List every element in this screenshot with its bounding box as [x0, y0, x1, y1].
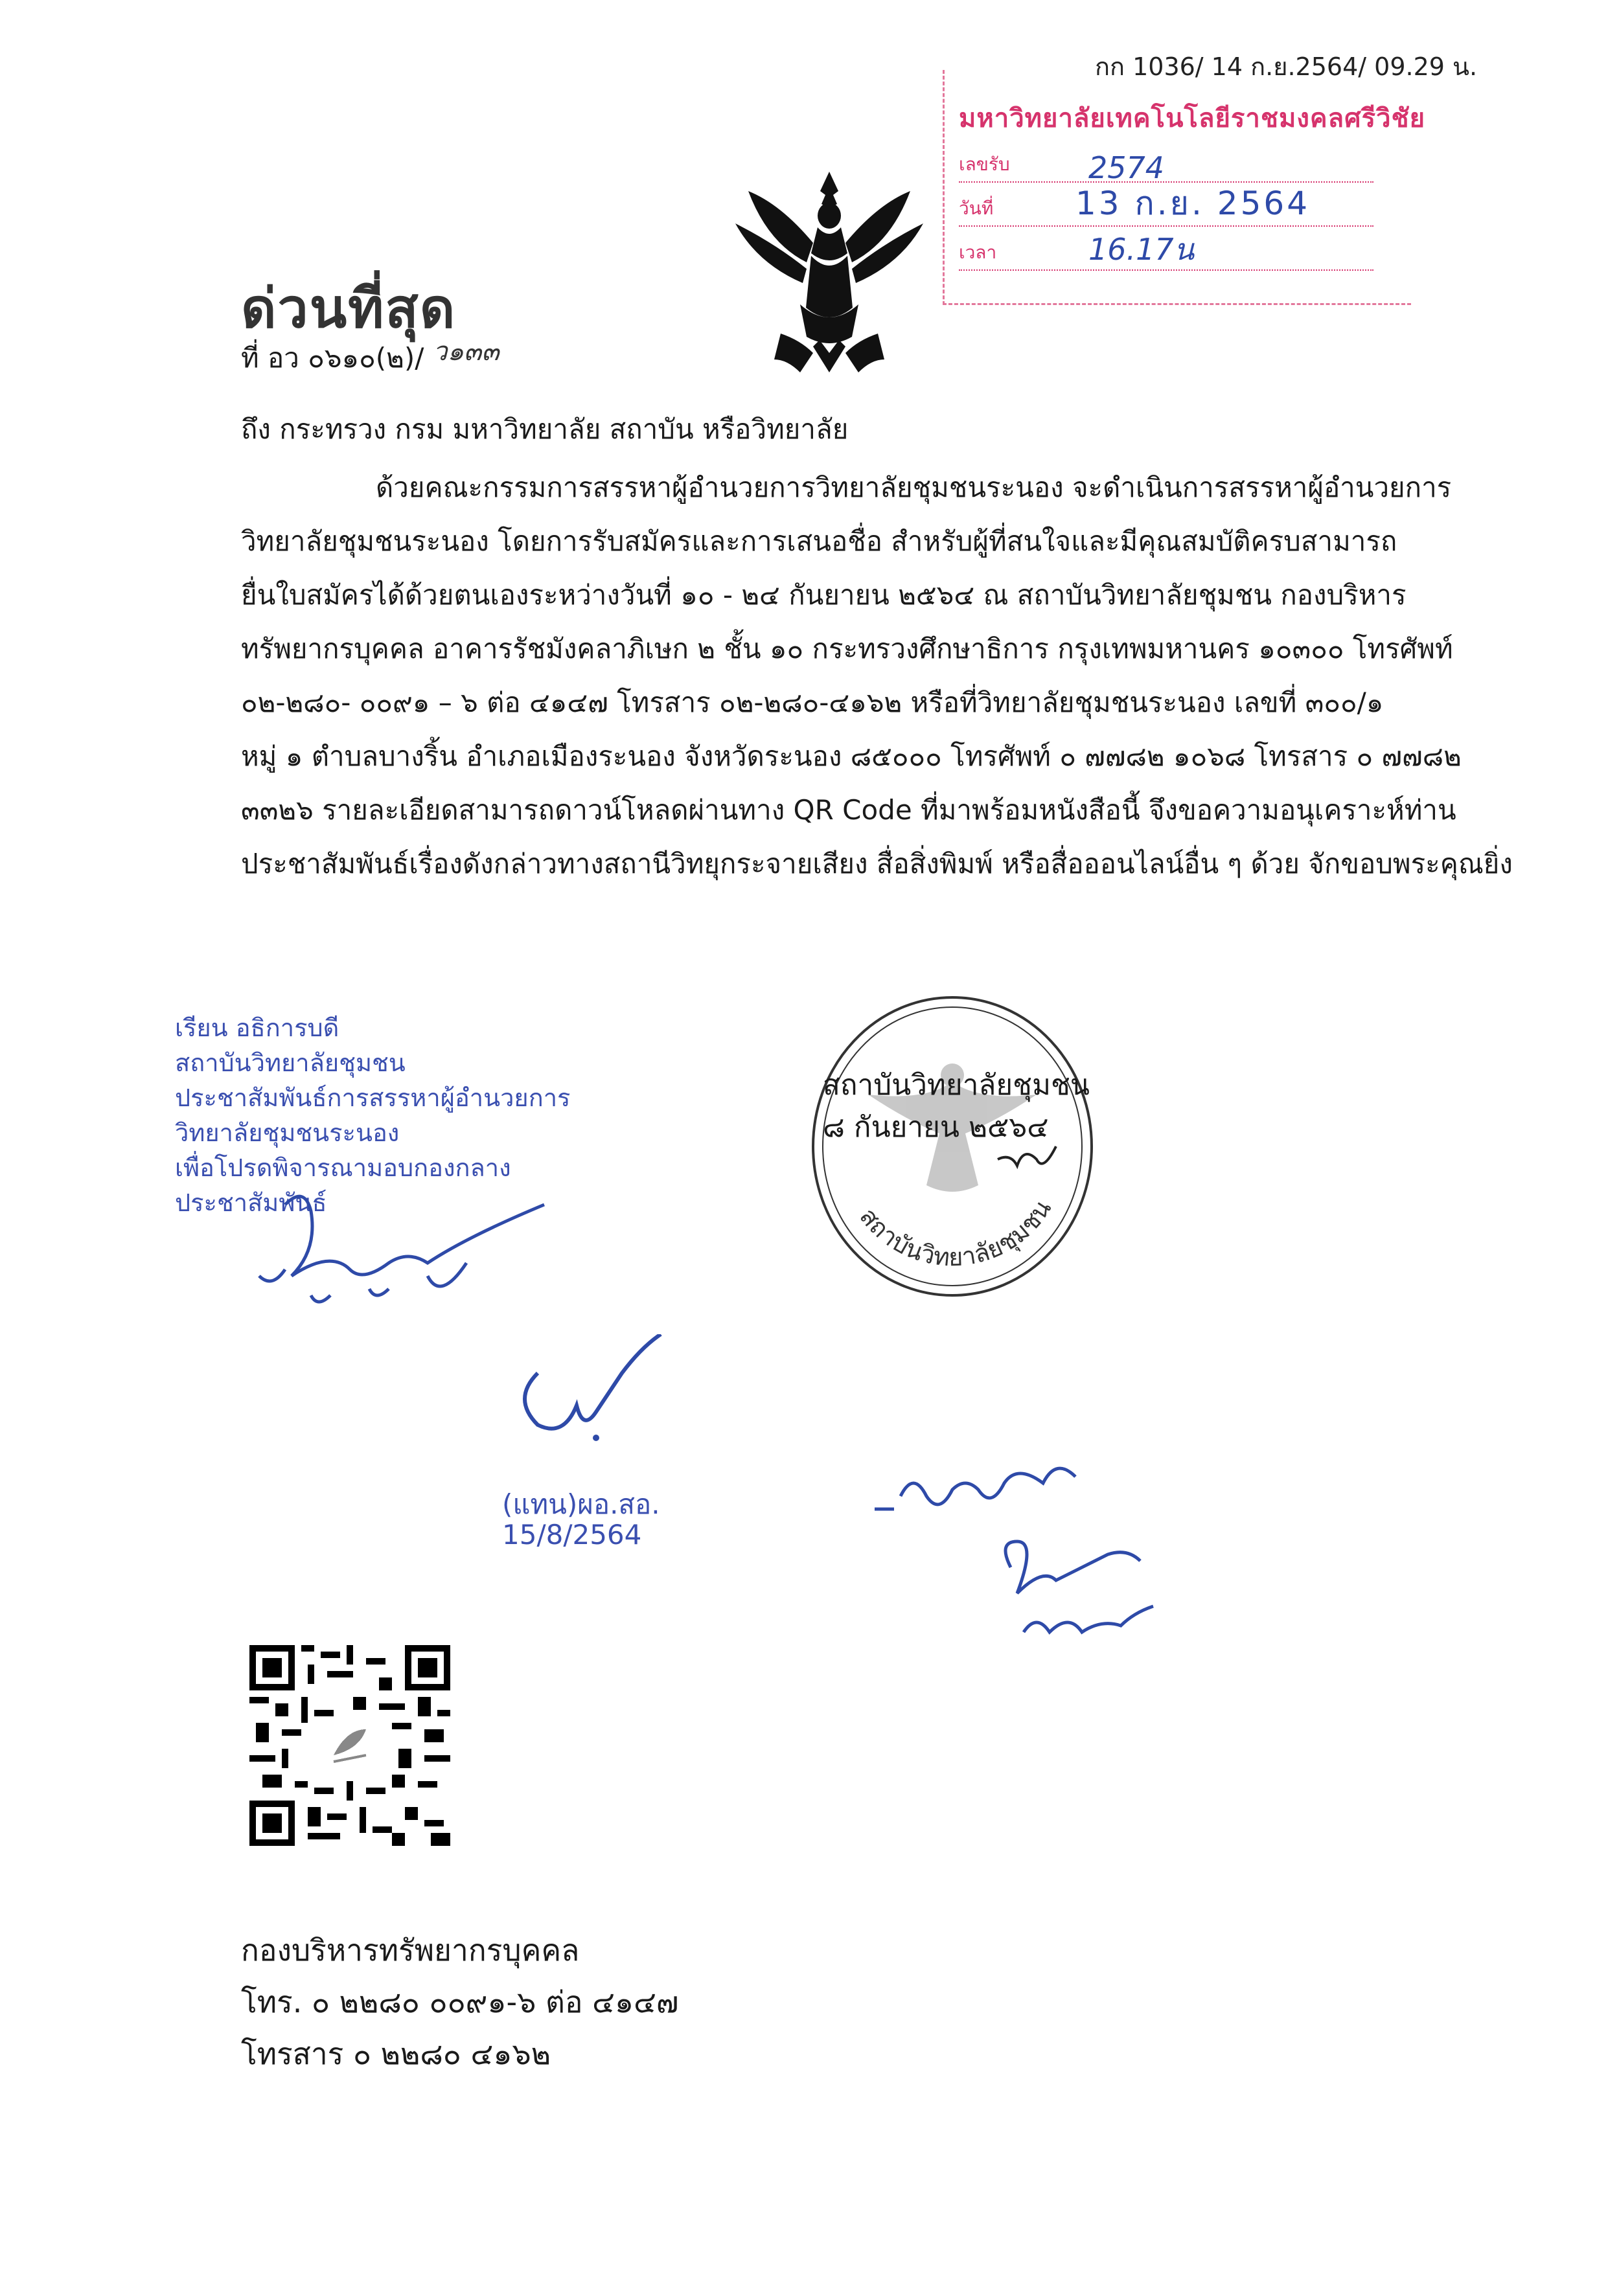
body-line: ยื่นใบสมัครได้ด้วยตนเองระหว่างวันที่ ๑๐ - ๒๔ กันยายน ๒๕๖๔ ณ สถาบันวิทยาลัยชุมชน กองบริหาร — [241, 579, 1407, 611]
note-line: เรียน อธิการบดี — [175, 1014, 339, 1042]
note-line: สถาบันวิทยาลัยชุมชน — [175, 1049, 406, 1077]
body-line: ๐๒-๒๘๐- ๐๐๙๑ – ๖ ต่อ ๔๑๔๗ โทรสาร ๐๒-๒๘๐-๔๑๖๒ หรือที่วิทยาลัยชุมชนระนอง เลขที่ ๓๐๐/๑ — [241, 687, 1384, 718]
body-line: ๓๓๒๖ รายละเอียดสามารถดาวน์โหลดผ่านทาง QR Code ที่มาพร้อมหนังสือนี้ จึงขอความอนุเคราะห์ท่าน — [241, 794, 1456, 826]
center-signature — [499, 1334, 667, 1490]
note-line: ประชาสัมพันธ์การสรรหาผู้อำนวยการ — [175, 1084, 571, 1112]
receiving-date-label: วันที่ — [959, 198, 994, 219]
reference-number: ที่ อว ๐๖๑๐(๒)/ — [241, 342, 424, 374]
left-signature — [246, 1179, 609, 1354]
body-line: ทรัพยากรบุคคล อาคารรัชมังคลาภิเษก ๒ ชั้น ๑๐ กระทรวงศึกษาธิการ กรุงเทพมหานคร ๑๐๓๐๐ โทรศัพท์ — [241, 633, 1453, 665]
body-line: หมู่ ๑ ตำบลบางริ้น อำเภอเมืองระนอง จังหวัดระนอง ๘๕๐๐๐ โทรศัพท์ ๐ ๗๗๘๒ ๑๐๖๘ โทรสาร ๐ ๗๗๘๒ — [241, 740, 1462, 772]
qr-code-icon — [249, 1645, 450, 1846]
seal-institute-name: สถาบันวิทยาลัยชุมชน — [823, 1069, 1090, 1102]
body-line: ด้วยคณะกรรมการสรรหาผู้อำนวยการวิทยาลัยชุมชนระนอง จะดำเนินการสรรหาผู้อำนวยการ — [376, 472, 1452, 503]
receiving-date-row — [959, 185, 1373, 227]
body-line: วิทยาลัยชุมชนระนอง โดยการรับสมัครและการเสนอชื่อ สำหรับผู้ที่สนใจและมีคุณสมบัติครบสามารถ — [241, 525, 1397, 557]
pro-signatory-date: 15/8/2564 — [502, 1519, 642, 1551]
receiving-stamp-title: มหาวิทยาลัยเทคโนโลยีราชมงคลศรีวิชัย — [959, 104, 1426, 133]
receiving-time-row — [959, 232, 1373, 271]
footer-fax: โทรสาร ๐ ๒๒๘๐ ๔๑๖๒ — [241, 2036, 551, 2071]
receiving-number-value: 2574 — [1088, 150, 1165, 185]
garuda-emblem-icon — [722, 165, 936, 385]
receiving-number-label: เลขรับ — [959, 153, 1010, 175]
note-line: เพื่อโปรดพิจารณามอบกองกลาง — [175, 1154, 511, 1182]
seal-date: ๘ กันยายน ๒๕๖๔ — [823, 1111, 1049, 1144]
receiving-time-value: 16.17น — [1088, 232, 1195, 267]
footer-phone: โทร. ๐ ๒๒๘๐ ๐๐๙๑-๖ ต่อ ๔๑๔๗ — [241, 1984, 679, 2019]
footer-department: กองบริหารทรัพยากรบุคคล — [241, 1933, 580, 1968]
recipient-line: ถึง กระทรวง กรม มหาวิทยาลัย สถาบัน หรือวิทยาลัย — [241, 413, 849, 445]
receipt-note: กก 1036/ 14 ก.ย.2564/ 09.29 น. — [1095, 52, 1478, 81]
receiving-date-value: 13 ก.ย. 2564 — [1075, 185, 1311, 222]
note-line: ประชาสัมพันธ์ — [175, 1188, 327, 1217]
pro-signatory-label: (แทน)ผอ.สอ. — [502, 1488, 660, 1520]
body-line: ประชาสัมพันธ์เรื่องดังกล่าวทางสถานีวิทยุกระจายเสียง สื่อสิ่งพิมพ์ หรือสื่อออนไลน์อื่น ๆ ด้วย จักขอบพระคุณยิ่ง — [241, 848, 1513, 880]
note-line: วิทยาลัยชุมชนระนอง — [175, 1119, 400, 1147]
urgency-label: ด่วนที่สุด — [241, 277, 457, 340]
seal-ring-text: สถาบันวิทยาลัยชุมชน — [854, 1194, 1057, 1272]
reference-handwritten: ว๑๓๓ — [433, 337, 500, 367]
receiving-time-label: เวลา — [959, 242, 997, 263]
right-signature — [868, 1438, 1205, 1652]
